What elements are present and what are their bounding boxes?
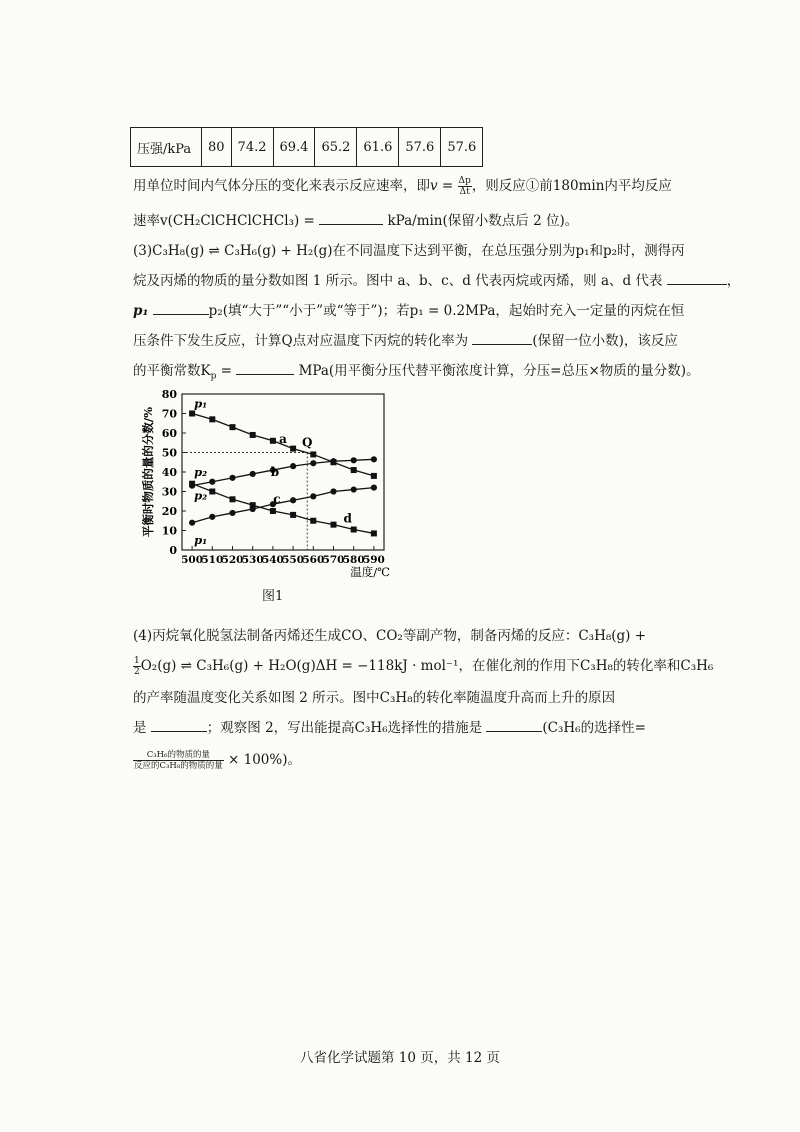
page-footer: 八省化学试题第 10 页，共 12 页 bbox=[299, 1050, 501, 1066]
y-tick-label: 0 bbox=[169, 544, 177, 557]
data-point-b bbox=[351, 457, 357, 463]
series-label-a: a bbox=[279, 431, 287, 446]
y-tick-label: 40 bbox=[161, 466, 177, 479]
data-point-c bbox=[189, 481, 195, 487]
data-point-d bbox=[351, 486, 357, 492]
rate-formula: v(CH₂ClCHClCHCl₃) = bbox=[160, 213, 315, 229]
table-cell: 61.6 bbox=[357, 128, 399, 167]
x-tick-label: 560 bbox=[302, 554, 325, 566]
x-tick-label: 550 bbox=[282, 554, 305, 566]
data-point-d bbox=[189, 520, 195, 526]
pressure-label-p1_bottom: p₁ bbox=[194, 533, 208, 548]
answer-blank-kp[interactable] bbox=[236, 362, 294, 375]
data-point-c bbox=[230, 496, 236, 502]
text-line-4 bbox=[133, 271, 740, 291]
series-label-b: b bbox=[270, 464, 280, 479]
data-point-c bbox=[371, 530, 377, 536]
annotation-q: Q bbox=[302, 435, 313, 450]
x-tick-label: 510 bbox=[201, 554, 224, 566]
data-point-d bbox=[330, 488, 336, 494]
data-point-d bbox=[250, 506, 256, 512]
text-segment: kPa/min(保留小数点后 2 位)。 bbox=[387, 213, 579, 229]
text-line-5 bbox=[133, 301, 684, 321]
table-row bbox=[131, 128, 483, 167]
text-line-8 bbox=[133, 626, 646, 646]
text-line-9 bbox=[133, 656, 713, 677]
math-p1: p₁ bbox=[133, 303, 149, 319]
fraction-numerator: Δp bbox=[458, 176, 471, 186]
text-segment: = bbox=[437, 178, 458, 194]
data-point-d bbox=[229, 510, 235, 516]
pressure-table bbox=[130, 127, 483, 167]
question-4-stem: (4)丙烷氧化脱氢法制备丙烯还生成CO、CO₂等副产物，制备丙烯的反应：C₃H₈(g) + bbox=[133, 628, 647, 644]
data-point-c bbox=[209, 489, 215, 495]
math-subscript: p bbox=[210, 371, 217, 382]
fraction-numerator: C₃H₆的物质的量 bbox=[133, 750, 224, 761]
data-point-c bbox=[331, 522, 337, 528]
table-cell: 57.6 bbox=[399, 128, 441, 167]
question-3-stem: (3)C₃H₈(g) ⇌ C₃H₆(g) + H₂(g)在不同温度下达到平衡，在总压强分别为p₁和p₂时，测得丙 bbox=[133, 243, 685, 259]
data-point-b bbox=[310, 460, 316, 466]
y-tick-label: 20 bbox=[161, 505, 177, 518]
text-segment: 压条件下发生反应，计算Q点对应温度下丙烷的转化率为 bbox=[133, 333, 469, 349]
series-label-c: c bbox=[273, 492, 281, 507]
text-segment: O₂(g) ⇌ C₃H₆(g) + H₂O(g)ΔH = −118kJ · mol⁻¹，在催化剂的作用下C₃H₈的转化率和C₃H₆ bbox=[140, 658, 714, 674]
y-axis-label: 平衡时物质的量的分数/% bbox=[141, 406, 155, 538]
text-segment: 烷及丙烯的物质的量分数如图 1 所示。图中 a、b、c、d 代表丙烷或丙烯，则 a、d 代表 bbox=[133, 273, 663, 289]
table-header-cell: 压强/kPa bbox=[131, 128, 202, 167]
x-tick-label: 580 bbox=[342, 554, 365, 566]
y-tick-label: 60 bbox=[161, 427, 177, 440]
text-segment: ， bbox=[726, 273, 741, 289]
y-tick-label: 80 bbox=[161, 388, 177, 401]
text-segment: 速率 bbox=[133, 213, 160, 229]
data-point-a bbox=[230, 424, 236, 430]
x-tick-label: 540 bbox=[261, 554, 284, 566]
x-tick-label: 590 bbox=[362, 554, 385, 566]
fraction-selectivity bbox=[133, 750, 224, 771]
data-point-d bbox=[371, 485, 377, 491]
data-point-a bbox=[250, 432, 256, 438]
text-segment: 的平衡常数K bbox=[133, 363, 211, 379]
text-segment: ，则反应①前180min内平均反应 bbox=[471, 178, 672, 194]
data-point-a bbox=[290, 446, 296, 452]
answer-blank-reason[interactable] bbox=[151, 719, 207, 732]
text-segment: (C₃H₆的选择性= bbox=[542, 720, 646, 736]
figure-1-caption: 图1 bbox=[262, 589, 284, 604]
data-point-c bbox=[270, 508, 276, 514]
answer-blank-a-d[interactable] bbox=[667, 272, 727, 285]
table-cell: 65.2 bbox=[315, 128, 357, 167]
pressure-label-p2_upper: p₂ bbox=[194, 464, 208, 479]
data-point-b bbox=[371, 456, 377, 462]
fraction-denominator: Δt bbox=[459, 187, 470, 197]
answer-blank-p1-p2[interactable] bbox=[153, 302, 209, 315]
x-tick-label: 530 bbox=[241, 554, 264, 566]
table-cell: 69.4 bbox=[273, 128, 315, 167]
x-tick-label: 500 bbox=[181, 554, 204, 566]
y-tick-label: 30 bbox=[161, 485, 177, 499]
data-point-d bbox=[209, 514, 215, 520]
fraction-denominator: 2 bbox=[134, 667, 140, 677]
table-cell: 57.6 bbox=[441, 128, 483, 167]
data-point-c bbox=[290, 512, 296, 518]
data-point-a bbox=[371, 473, 377, 479]
table-cell: 80 bbox=[202, 128, 232, 167]
text-line-2 bbox=[133, 211, 578, 231]
text-line-1 bbox=[133, 176, 672, 197]
data-point-c bbox=[310, 518, 316, 524]
text-line-6 bbox=[133, 331, 678, 351]
fraction-numerator: 1 bbox=[134, 656, 140, 666]
data-point-a bbox=[310, 451, 316, 457]
text-segment: MPa(用平衡分压代替平衡浓度计算，分压=总压×物质的量分数)。 bbox=[298, 363, 700, 379]
answer-blank-measure[interactable] bbox=[486, 719, 542, 732]
text-segment: × 100%)。 bbox=[228, 752, 301, 768]
data-point-b bbox=[290, 463, 296, 469]
data-point-d bbox=[290, 497, 296, 503]
x-axis-label: 温度/℃ bbox=[350, 565, 390, 579]
text-segment: p₂(填“大于”“小于”或“等于”)；若p₁ = 0.2MPa，起始时充入一定量的丙烷在恒 bbox=[208, 303, 685, 319]
pressure-label-p1_top: p₁ bbox=[194, 396, 208, 411]
x-tick-label: 520 bbox=[221, 554, 244, 566]
table-cell: 74.2 bbox=[231, 128, 273, 167]
fraction-dp-dt bbox=[458, 176, 472, 197]
text-segment: ；观察图 2，写出能提高C₃H₆选择性的措施是 bbox=[206, 720, 483, 736]
figure-1-chart bbox=[130, 380, 400, 585]
data-point-b bbox=[330, 458, 336, 464]
text-line-10 bbox=[133, 688, 615, 708]
math-v: v bbox=[430, 178, 438, 194]
series-line-c bbox=[192, 484, 374, 534]
series-label-d: d bbox=[343, 511, 352, 526]
y-tick-label: 50 bbox=[161, 446, 177, 460]
data-point-b bbox=[209, 479, 215, 485]
data-point-c bbox=[351, 527, 357, 533]
text-segment: 是 bbox=[133, 720, 147, 736]
data-point-b bbox=[229, 475, 235, 481]
answer-blank-rate[interactable] bbox=[319, 212, 383, 225]
text-segment: (保留一位小数)，该反应 bbox=[532, 333, 678, 349]
text-line-3 bbox=[133, 241, 685, 261]
pressure-label-p2_lower: p₂ bbox=[194, 488, 208, 503]
text-line-11 bbox=[133, 718, 646, 738]
y-tick-label: 10 bbox=[161, 524, 177, 538]
series-line-b bbox=[192, 459, 374, 485]
data-point-a bbox=[209, 416, 215, 422]
text-segment: = bbox=[216, 363, 232, 379]
data-point-b bbox=[250, 471, 256, 477]
y-tick-label: 70 bbox=[161, 407, 177, 421]
data-point-d bbox=[310, 493, 316, 499]
fraction-one-half bbox=[133, 656, 141, 677]
data-point-a bbox=[189, 411, 195, 417]
fraction-denominator: 反应的C₃H₈的物质的量 bbox=[134, 761, 223, 771]
text-segment: 用单位时间内气体分压的变化来表示反应速率，即 bbox=[133, 178, 430, 194]
data-point-a bbox=[270, 438, 276, 444]
answer-blank-conversion[interactable] bbox=[472, 332, 532, 345]
text-segment: 的产率随温度变化关系如图 2 所示。图中C₃H₈的转化率随温度升高而上升的原因 bbox=[133, 690, 616, 706]
x-tick-label: 570 bbox=[322, 554, 345, 566]
data-point-a bbox=[351, 467, 357, 473]
text-line-12 bbox=[133, 750, 301, 771]
